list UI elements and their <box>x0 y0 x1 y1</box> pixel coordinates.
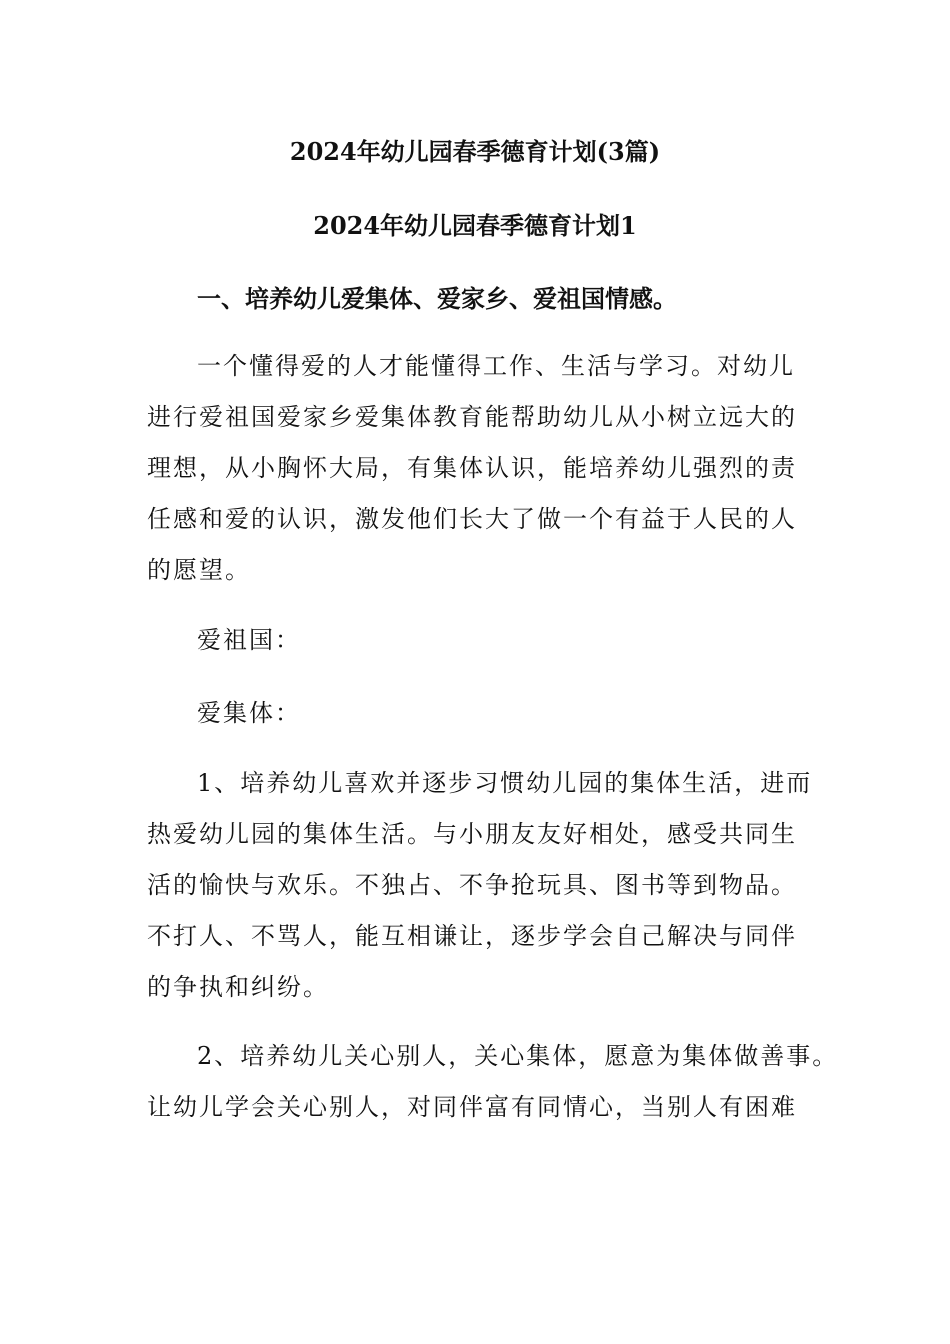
paragraph-intro <box>147 350 847 605</box>
section-heading: 一、培养幼儿爱集体、爱家乡、爱祖国情感。 <box>197 284 677 313</box>
document-subtitle: 2024年幼儿园春季德育计划1 <box>313 211 637 240</box>
paragraph-line: 的愿望。 <box>147 556 251 584</box>
paragraph-line: 2、培养幼儿关心别人，关心集体，愿意为集体做善事。 <box>197 1042 839 1070</box>
label-text: 爱集体： <box>197 699 301 727</box>
label-love-collective <box>147 697 847 748</box>
paragraph-line: 的争执和纠纷。 <box>147 973 329 1001</box>
paragraph-line: 不打人、不骂人，能互相谦让，逐步学会自己解决与同伴 <box>147 922 797 950</box>
paragraph-line: 1、培养幼儿喜欢并逐步习惯幼儿园的集体生活，进而 <box>197 769 813 797</box>
paragraph-line: 进行爱祖国爱家乡爱集体教育能帮助幼儿从小树立远大的 <box>147 403 797 431</box>
label-text: 爱祖国： <box>197 626 301 654</box>
document-title: 2024年幼儿园春季德育计划(3篇) <box>289 137 661 166</box>
paragraph-item-2 <box>147 1040 847 1142</box>
paragraph-line: 一个懂得爱的人才能懂得工作、生活与学习。对幼儿 <box>197 352 795 380</box>
paragraph-line: 让幼儿学会关心别人，对同伴富有同情心，当别人有困难 <box>147 1093 797 1121</box>
paragraph-item-1 <box>147 767 847 1022</box>
paragraph-line: 任感和爱的认识，激发他们长大了做一个有益于人民的人 <box>147 505 797 533</box>
label-love-country <box>147 624 847 675</box>
paragraph-line: 活的愉快与欢乐。不独占、不争抢玩具、图书等到物品。 <box>147 871 797 899</box>
paragraph-line: 热爱幼儿园的集体生活。与小朋友友好相处，感受共同生 <box>147 820 797 848</box>
paragraph-line: 理想，从小胸怀大局，有集体认识，能培养幼儿强烈的责 <box>147 454 797 482</box>
